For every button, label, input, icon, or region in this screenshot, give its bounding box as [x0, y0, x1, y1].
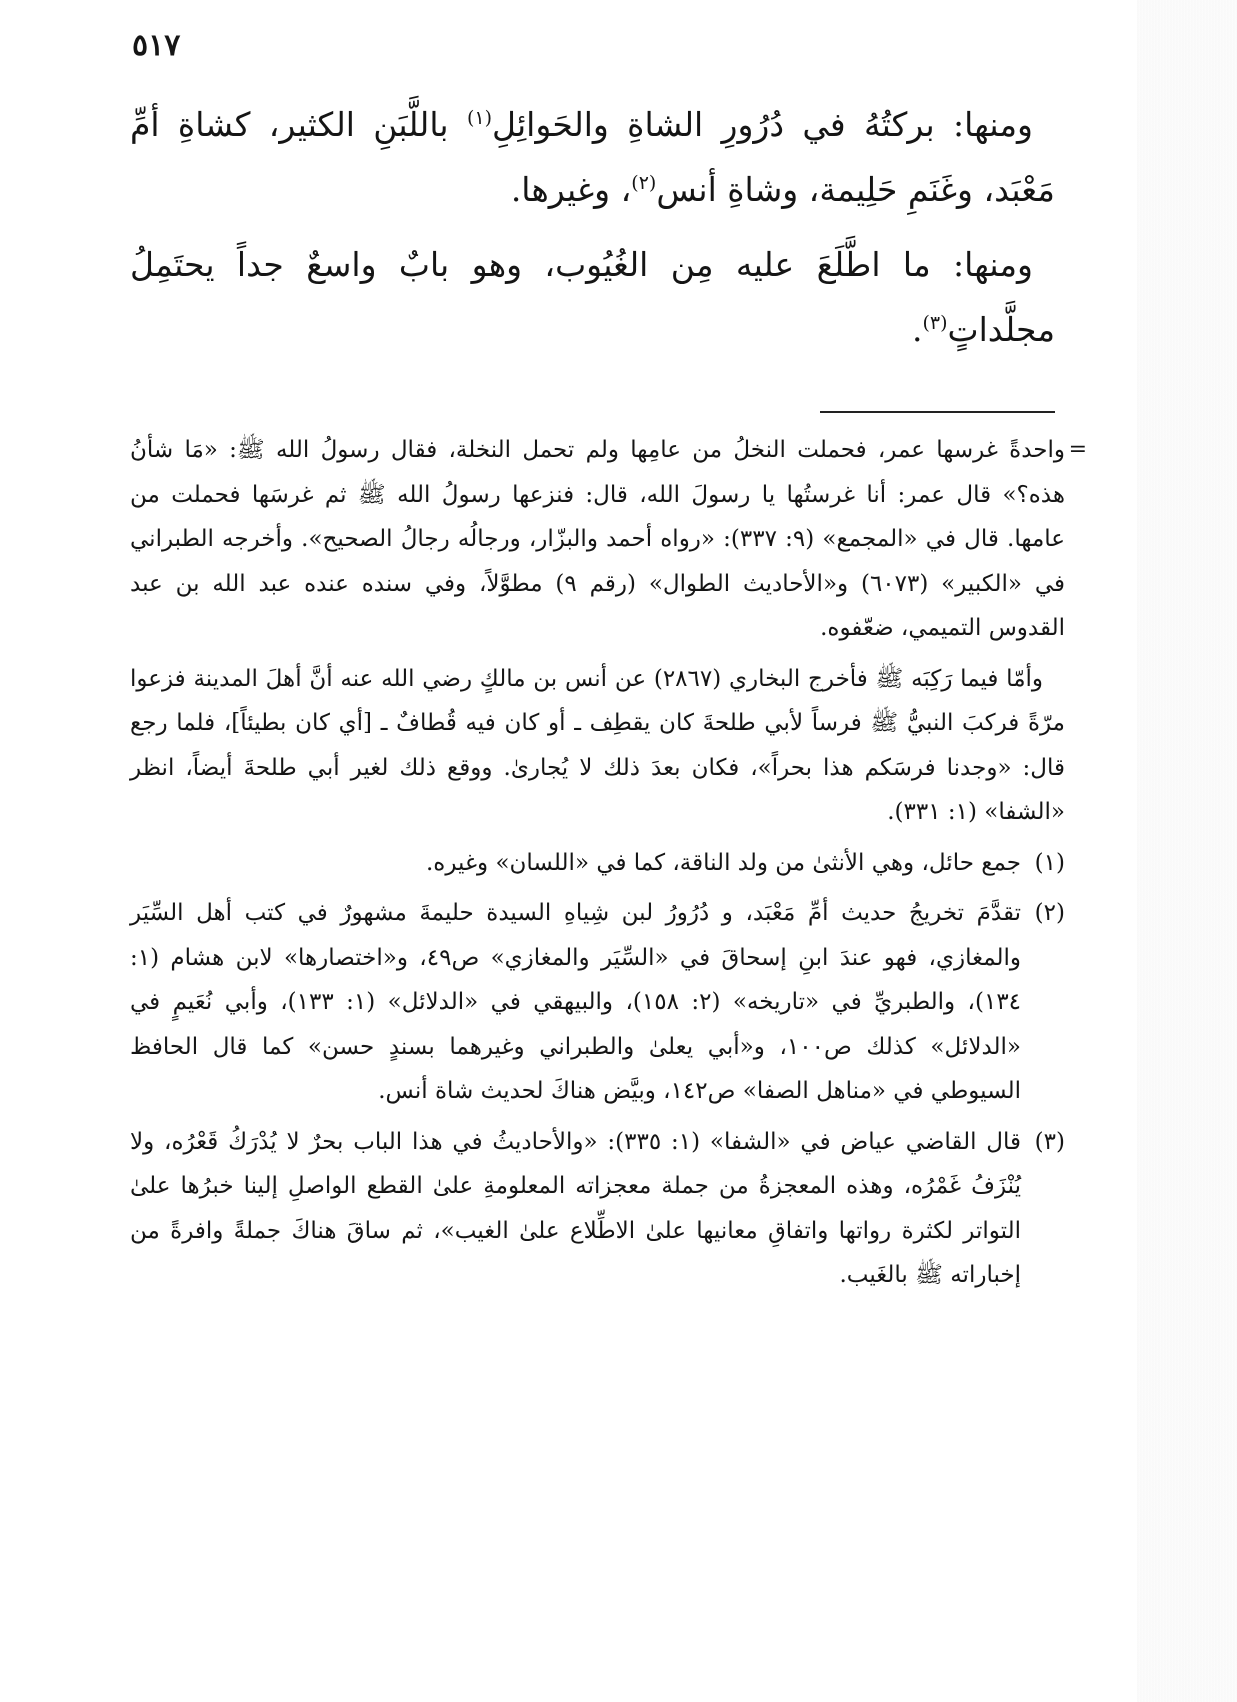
- footnote-2-text: تقدَّمَ تخريجُ حديث أمِّ مَعْبَد، و دُرُورُ لبن شِياهِ السيدة حليمةَ مشهورٌ في كتب أهل السِّيَر والمغازي، فهو عندَ ابنِ إسحاقَ في «السِّيَر والمغازي» ص٤٩، و«اختصارها» لابن هشام (١: ١٣٤)، والطبريِّ في «تاريخه» (٢: ١٥٨)، والبيهقي في «الدلائل» (١: ١٣٣)، وأبي نُعَيمٍ في «الدلائل» كذلك ص١٠٠، و«أبي يعلىٰ والطبراني وغيرهما بسندٍ حسن» كما قال الحافظ السيوطي في «مناهل الصفا» ص١٤٢، وبيَّض هناكَ لحديث شاة أنس.: [130, 900, 1022, 1104]
- footnote-continuation-2: وأمّا فيما رَكِبَه ﷺ فأخرج البخاري (٢٨٦٧) عن أنس بن مالكٍ رضي الله عنه أنَّ أهلَ المدينة فزعوا مرّةً فركبَ النبيُّ ﷺ فرساً لأبي طلحةَ كان يقطِف ـ أو كان فيه قُطافٌ ـ [أي كان بطيئاً]، فلما رجع قال: «وجدنا فرسَكم هذا بحراً»، فكان بعدَ ذلك لا يُجارىٰ. ووقع ذلك لغير أبي طلحةَ أيضاً، انظر «الشفا» (١: ٣٣١).: [130, 665, 1065, 825]
- main-paragraph-1-text-2: باللَّبَنِ الكثير، كشاةِ أمِّ مَعْبَد، وغَنَمِ حَلِيمة، وشاةِ أنس: [130, 105, 1055, 209]
- footnote-continuation-1-text: واحدةً غرسها عمر، فحملت النخلُ من عامِها ولم تحمل النخلة، فقال رسولُ الله ﷺ: «مَا شأنُ هذه؟» قال عمر: أنا غرستُها يا رسولَ الله، قال: فنزعها رسولُ الله ﷺ ثم غرسَها فحملت من عامها. قال في «المجمع» (٩: ٣٣٧): «رواه أحمد والبزّار، ورجالُه رجالُ الصحيح». وأخرجه الطبراني في «الكبير» (٦٠٧٣) و«الأحاديث الطوال» (رقم ٩) مطوَّلاً، وفي سنده عنده عبد الله بن عبد القدوس التميمي، ضعّفوه.: [130, 437, 1066, 641]
- continuation-mark: =: [1068, 437, 1087, 462]
- footnote-1: [130, 841, 1065, 886]
- footnote-3-number: (٣): [1034, 1128, 1065, 1155]
- footnote-1-number: (١): [1034, 849, 1065, 876]
- footnote-ref-2[interactable]: (٢): [631, 172, 657, 194]
- main-paragraph-2-text-2: .: [911, 310, 923, 349]
- main-text: [130, 92, 1055, 372]
- main-paragraph-2: [130, 232, 1055, 362]
- footnote-ref-3[interactable]: (٣): [922, 312, 948, 334]
- scan-edge-texture: [1137, 0, 1237, 1702]
- footnote-continuation-1: [130, 428, 1087, 651]
- page-number: ٥١٧: [132, 28, 181, 63]
- main-paragraph-1-text: ومنها: بركتُهُ في دُرُورِ الشاةِ والحَوائِلِ: [492, 105, 1033, 144]
- footnote-2: [130, 891, 1065, 1114]
- footnote-ref-1[interactable]: (١): [466, 107, 492, 129]
- footnotes-section: [130, 428, 1087, 1304]
- main-paragraph-1: [130, 92, 1055, 222]
- footnote-3-text: قال القاضي عياض في «الشفا» (١: ٣٣٥): «والأحاديثُ في هذا الباب بحرٌ لا يُدْرَكُ قَعْرُه، ولا يُنْزَفُ غَمْرُه، وهذه المعجزةُ من جملة معجزاته المعلومةِ علىٰ القطع الواصلِ إلينا خبرُها علىٰ التواتر لكثرة رواتها واتفاقِ معانيها علىٰ الاطِّلاع علىٰ الغيب»، ثم ساقَ هناكَ جملةً وافرةً من إخباراته ﷺ بالغَيب.: [130, 1128, 1021, 1288]
- footnote-3: [130, 1120, 1065, 1298]
- main-paragraph-1-text-3: ، وغيرها.: [510, 170, 632, 209]
- main-paragraph-2-text: ومنها: ما اطَّلَعَ عليه مِن الغُيُوب، وهو بابٌ واسعٌ جداً يحتَمِلُ مجلَّداتٍ: [130, 245, 1055, 349]
- footnote-2-number: (٢): [1034, 900, 1065, 926]
- footnote-1-text: جمع حائل، وهي الأنثىٰ من ولد الناقة، كما في «اللسان» وغيره.: [426, 849, 1021, 876]
- footnote-divider: [820, 411, 1055, 413]
